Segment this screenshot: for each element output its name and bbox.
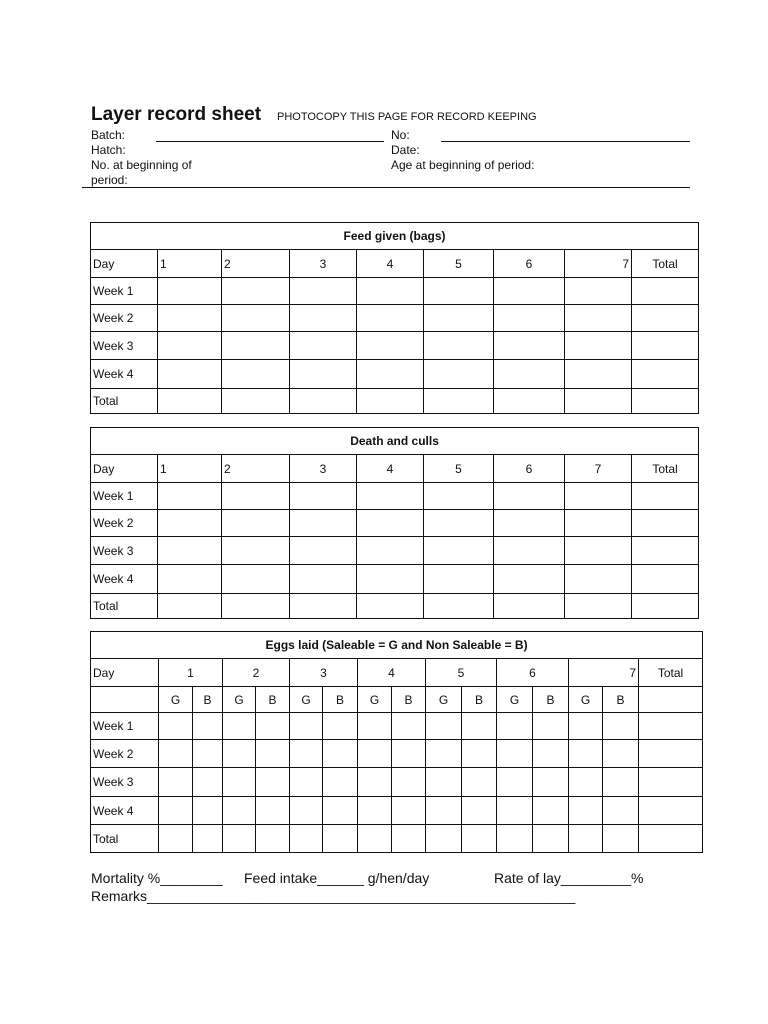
row-label: Week 3: [91, 768, 159, 797]
table-row: [91, 332, 699, 360]
entry-cell[interactable]: [323, 825, 358, 853]
entry-cell[interactable]: [290, 594, 357, 619]
entry-cell[interactable]: [357, 537, 424, 565]
entry-cell[interactable]: [193, 713, 223, 740]
hatch-label: Hatch:: [91, 143, 126, 157]
entry-cell[interactable]: [462, 797, 497, 825]
entry-cell[interactable]: [462, 740, 497, 768]
g-label: G: [223, 687, 256, 713]
entry-cell[interactable]: [256, 768, 290, 797]
entry-cell[interactable]: [290, 483, 357, 510]
entry-cell[interactable]: [462, 825, 497, 853]
entry-cell[interactable]: [323, 713, 358, 740]
no-at-beginning-label-period: period:: [91, 173, 128, 187]
entry-cell[interactable]: [357, 389, 424, 414]
entry-cell[interactable]: [533, 797, 569, 825]
entry-cell[interactable]: [223, 713, 256, 740]
row-label: Week 1: [91, 278, 158, 305]
entry-cell[interactable]: [290, 768, 323, 797]
g-label: G: [569, 687, 603, 713]
day-3-header: 3: [290, 455, 357, 483]
table-row: [91, 797, 703, 825]
entry-cell[interactable]: [639, 825, 703, 853]
entry-cell[interactable]: [222, 594, 290, 619]
entry-cell[interactable]: [424, 305, 494, 332]
b-label: B: [193, 687, 223, 713]
eggs-header-row: [91, 659, 703, 687]
day-4-header: 4: [357, 250, 424, 278]
entry-cell[interactable]: [193, 768, 223, 797]
total-header: Total: [632, 250, 699, 278]
entry-cell[interactable]: [462, 768, 497, 797]
entry-cell[interactable]: [565, 305, 632, 332]
entry-cell[interactable]: [497, 768, 533, 797]
entry-cell[interactable]: [494, 360, 565, 389]
day-2-header: 2: [223, 659, 290, 687]
death-header-row: [91, 455, 699, 483]
entry-cell[interactable]: [158, 305, 222, 332]
entry-cell[interactable]: [158, 565, 222, 594]
entry-cell[interactable]: [569, 713, 603, 740]
day-6-header: 6: [497, 659, 569, 687]
row-label: Total: [91, 594, 158, 619]
entry-cell[interactable]: [494, 594, 565, 619]
entry-cell[interactable]: [290, 360, 357, 389]
table-row: [91, 768, 703, 797]
table-row: [91, 360, 699, 389]
entry-cell[interactable]: [223, 825, 256, 853]
batch-label: Batch:: [91, 128, 126, 142]
batch-field-line[interactable]: [156, 141, 384, 142]
entry-cell[interactable]: [533, 768, 569, 797]
remarks-field[interactable]: Remarks_______________________________________________________: [91, 888, 576, 904]
row-label: Week 1: [91, 483, 158, 510]
g-label: G: [358, 687, 392, 713]
entry-cell[interactable]: [158, 594, 222, 619]
mortality-field[interactable]: Mortality %________: [91, 870, 223, 886]
entry-cell[interactable]: [603, 768, 639, 797]
entry-cell[interactable]: [323, 797, 358, 825]
day-2-header: 2: [222, 455, 290, 483]
entry-cell[interactable]: [497, 740, 533, 768]
entry-cell[interactable]: [533, 825, 569, 853]
entry-cell[interactable]: [357, 565, 424, 594]
day-4-header: 4: [357, 455, 424, 483]
no-field-line[interactable]: [441, 141, 690, 142]
entry-cell[interactable]: [565, 389, 632, 414]
entry-cell[interactable]: [290, 797, 323, 825]
entry-cell[interactable]: [223, 740, 256, 768]
entry-cell[interactable]: [632, 360, 699, 389]
entry-cell[interactable]: [256, 797, 290, 825]
entry-cell[interactable]: [290, 389, 357, 414]
eggs-laid-table: [90, 631, 703, 853]
entry-cell[interactable]: [290, 713, 323, 740]
entry-cell[interactable]: [323, 768, 358, 797]
entry-cell[interactable]: [159, 713, 193, 740]
entry-cell[interactable]: [424, 360, 494, 389]
entry-cell[interactable]: [357, 510, 424, 537]
entry-cell[interactable]: [569, 768, 603, 797]
entry-cell[interactable]: [392, 740, 426, 768]
entry-cell[interactable]: [358, 713, 392, 740]
header-divider: [82, 187, 690, 188]
entry-cell[interactable]: [494, 332, 565, 360]
table-row: [91, 305, 699, 332]
day-2-header: 2: [222, 250, 290, 278]
entry-cell[interactable]: [424, 483, 494, 510]
entry-cell[interactable]: [426, 768, 462, 797]
entry-cell[interactable]: [158, 483, 222, 510]
table-row: [91, 483, 699, 510]
entry-cell[interactable]: [639, 740, 703, 768]
entry-cell[interactable]: [565, 360, 632, 389]
entry-cell[interactable]: [639, 768, 703, 797]
entry-cell[interactable]: [533, 713, 569, 740]
entry-cell[interactable]: [462, 713, 497, 740]
entry-cell[interactable]: [565, 537, 632, 565]
table-row: [91, 594, 699, 619]
day-header: Day: [91, 455, 158, 483]
row-label: Total: [91, 825, 159, 853]
entry-cell[interactable]: [424, 565, 494, 594]
page-title: Layer record sheet: [91, 104, 262, 125]
entry-cell[interactable]: [159, 768, 193, 797]
entry-cell[interactable]: [392, 768, 426, 797]
g-label: G: [290, 687, 323, 713]
g-label: G: [497, 687, 533, 713]
entry-cell[interactable]: [569, 797, 603, 825]
entry-cell[interactable]: [603, 740, 639, 768]
entry-cell[interactable]: [426, 740, 462, 768]
entry-cell[interactable]: [290, 825, 323, 853]
entry-cell[interactable]: [392, 713, 426, 740]
entry-cell[interactable]: [222, 278, 290, 305]
day-7-header: 7: [565, 250, 632, 278]
day-3-header: 3: [290, 659, 358, 687]
entry-cell[interactable]: [159, 825, 193, 853]
entry-cell[interactable]: [357, 305, 424, 332]
entry-cell[interactable]: [290, 278, 357, 305]
table-row: [91, 713, 703, 740]
entry-cell[interactable]: [358, 740, 392, 768]
entry-cell[interactable]: [497, 713, 533, 740]
day-1-header: 1: [159, 659, 223, 687]
entry-cell[interactable]: [392, 825, 426, 853]
table-row: [91, 740, 703, 768]
day-header: Day: [91, 250, 158, 278]
entry-cell[interactable]: [358, 768, 392, 797]
entry-cell[interactable]: [357, 332, 424, 360]
entry-cell[interactable]: [357, 278, 424, 305]
page-subtitle: PHOTOCOPY THIS PAGE FOR RECORD KEEPING: [277, 111, 537, 123]
entry-cell[interactable]: [222, 510, 290, 537]
entry-cell[interactable]: [632, 389, 699, 414]
b-label: B: [256, 687, 290, 713]
entry-cell[interactable]: [222, 360, 290, 389]
table-row: [91, 537, 699, 565]
no-at-beginning-label: No. at beginning of: [91, 158, 192, 172]
entry-cell[interactable]: [632, 483, 699, 510]
entry-cell[interactable]: [158, 389, 222, 414]
day-5-header: 5: [424, 455, 494, 483]
g-label: G: [159, 687, 193, 713]
row-label: Week 2: [91, 740, 159, 768]
entry-cell[interactable]: [158, 360, 222, 389]
row-label: Week 4: [91, 360, 158, 389]
day-7-header: 7: [569, 659, 639, 687]
entry-cell[interactable]: [569, 825, 603, 853]
row-label: Week 1: [91, 713, 159, 740]
row-label: Total: [91, 389, 158, 414]
feed-intake-field[interactable]: Feed intake______ g/hen/day: [244, 870, 430, 886]
entry-cell[interactable]: [639, 713, 703, 740]
entry-cell[interactable]: [603, 825, 639, 853]
day-6-header: 6: [494, 455, 565, 483]
entry-cell[interactable]: [494, 389, 565, 414]
blank-cell: [639, 687, 703, 713]
b-label: B: [533, 687, 569, 713]
b-label: B: [603, 687, 639, 713]
blank-cell: [91, 687, 159, 713]
b-label: B: [462, 687, 497, 713]
eggs-table-caption: Eggs laid (Saleable = G and Non Saleable = B): [91, 632, 703, 659]
day-1-header: 1: [158, 250, 222, 278]
entry-cell[interactable]: [632, 510, 699, 537]
table-row: [91, 389, 699, 414]
gb-subheader-row: [91, 687, 703, 713]
entry-cell[interactable]: [222, 389, 290, 414]
b-label: B: [323, 687, 358, 713]
entry-cell[interactable]: [497, 797, 533, 825]
rate-of-lay-field[interactable]: Rate of lay_________%: [494, 870, 644, 886]
entry-cell[interactable]: [256, 713, 290, 740]
entry-cell[interactable]: [158, 332, 222, 360]
entry-cell[interactable]: [603, 713, 639, 740]
row-label: Week 4: [91, 797, 159, 825]
entry-cell[interactable]: [222, 305, 290, 332]
entry-cell[interactable]: [424, 278, 494, 305]
table-row: [91, 565, 699, 594]
entry-cell[interactable]: [158, 278, 222, 305]
entry-cell[interactable]: [565, 565, 632, 594]
table-row: [91, 278, 699, 305]
entry-cell[interactable]: [290, 537, 357, 565]
entry-cell[interactable]: [424, 332, 494, 360]
entry-cell[interactable]: [494, 278, 565, 305]
death-table-caption: Death and culls: [91, 428, 699, 455]
feed-table-caption: Feed given (bags): [91, 223, 699, 250]
day-5-header: 5: [426, 659, 497, 687]
entry-cell[interactable]: [494, 510, 565, 537]
entry-cell[interactable]: [323, 740, 358, 768]
entry-cell[interactable]: [424, 594, 494, 619]
day-5-header: 5: [424, 250, 494, 278]
entry-cell[interactable]: [494, 565, 565, 594]
entry-cell[interactable]: [357, 360, 424, 389]
entry-cell[interactable]: [158, 510, 222, 537]
entry-cell[interactable]: [565, 594, 632, 619]
day-6-header: 6: [494, 250, 565, 278]
row-label: Week 3: [91, 332, 158, 360]
entry-cell[interactable]: [358, 797, 392, 825]
entry-cell[interactable]: [494, 483, 565, 510]
entry-cell[interactable]: [290, 510, 357, 537]
feed-header-row: [91, 250, 699, 278]
row-label: Week 2: [91, 305, 158, 332]
date-label: Date:: [391, 143, 420, 157]
entry-cell[interactable]: [632, 565, 699, 594]
day-1-header: 1: [158, 455, 222, 483]
entry-cell[interactable]: [256, 740, 290, 768]
entry-cell[interactable]: [497, 825, 533, 853]
death-culls-table: [90, 427, 699, 619]
entry-cell[interactable]: [158, 537, 222, 565]
entry-cell[interactable]: [193, 797, 223, 825]
entry-cell[interactable]: [159, 740, 193, 768]
entry-cell[interactable]: [424, 537, 494, 565]
entry-cell[interactable]: [357, 483, 424, 510]
entry-cell[interactable]: [569, 740, 603, 768]
entry-cell[interactable]: [392, 797, 426, 825]
entry-cell[interactable]: [358, 825, 392, 853]
no-label: No:: [391, 128, 410, 142]
entry-cell[interactable]: [424, 510, 494, 537]
feed-given-table: [90, 222, 699, 414]
row-label: Week 4: [91, 565, 158, 594]
entry-cell[interactable]: [290, 565, 357, 594]
entry-cell[interactable]: [603, 797, 639, 825]
entry-cell[interactable]: [426, 825, 462, 853]
entry-cell[interactable]: [639, 797, 703, 825]
entry-cell[interactable]: [193, 825, 223, 853]
entry-cell[interactable]: [222, 537, 290, 565]
entry-cell[interactable]: [565, 332, 632, 360]
day-7-header: 7: [565, 455, 632, 483]
entry-cell[interactable]: [426, 797, 462, 825]
b-label: B: [392, 687, 426, 713]
entry-cell[interactable]: [494, 537, 565, 565]
entry-cell[interactable]: [290, 740, 323, 768]
entry-cell[interactable]: [290, 305, 357, 332]
row-label: Week 3: [91, 537, 158, 565]
entry-cell[interactable]: [222, 483, 290, 510]
day-4-header: 4: [358, 659, 426, 687]
entry-cell[interactable]: [193, 740, 223, 768]
entry-cell[interactable]: [632, 305, 699, 332]
total-header: Total: [639, 659, 703, 687]
g-label: G: [426, 687, 462, 713]
row-label: Week 2: [91, 510, 158, 537]
entry-cell[interactable]: [256, 825, 290, 853]
entry-cell[interactable]: [290, 332, 357, 360]
entry-cell[interactable]: [632, 332, 699, 360]
entry-cell[interactable]: [632, 537, 699, 565]
age-at-beginning-label: Age at beginning of period:: [391, 158, 535, 172]
table-row: [91, 510, 699, 537]
total-header: Total: [632, 455, 699, 483]
entry-cell[interactable]: [223, 797, 256, 825]
entry-cell[interactable]: [632, 278, 699, 305]
entry-cell[interactable]: [357, 594, 424, 619]
entry-cell[interactable]: [222, 332, 290, 360]
entry-cell[interactable]: [222, 565, 290, 594]
entry-cell[interactable]: [494, 305, 565, 332]
entry-cell[interactable]: [565, 483, 632, 510]
entry-cell[interactable]: [223, 768, 256, 797]
entry-cell[interactable]: [533, 740, 569, 768]
day-3-header: 3: [290, 250, 357, 278]
entry-cell[interactable]: [632, 594, 699, 619]
entry-cell[interactable]: [565, 510, 632, 537]
entry-cell[interactable]: [565, 278, 632, 305]
entry-cell[interactable]: [426, 713, 462, 740]
table-row: [91, 825, 703, 853]
entry-cell[interactable]: [159, 797, 193, 825]
day-header: Day: [91, 659, 159, 687]
entry-cell[interactable]: [424, 389, 494, 414]
